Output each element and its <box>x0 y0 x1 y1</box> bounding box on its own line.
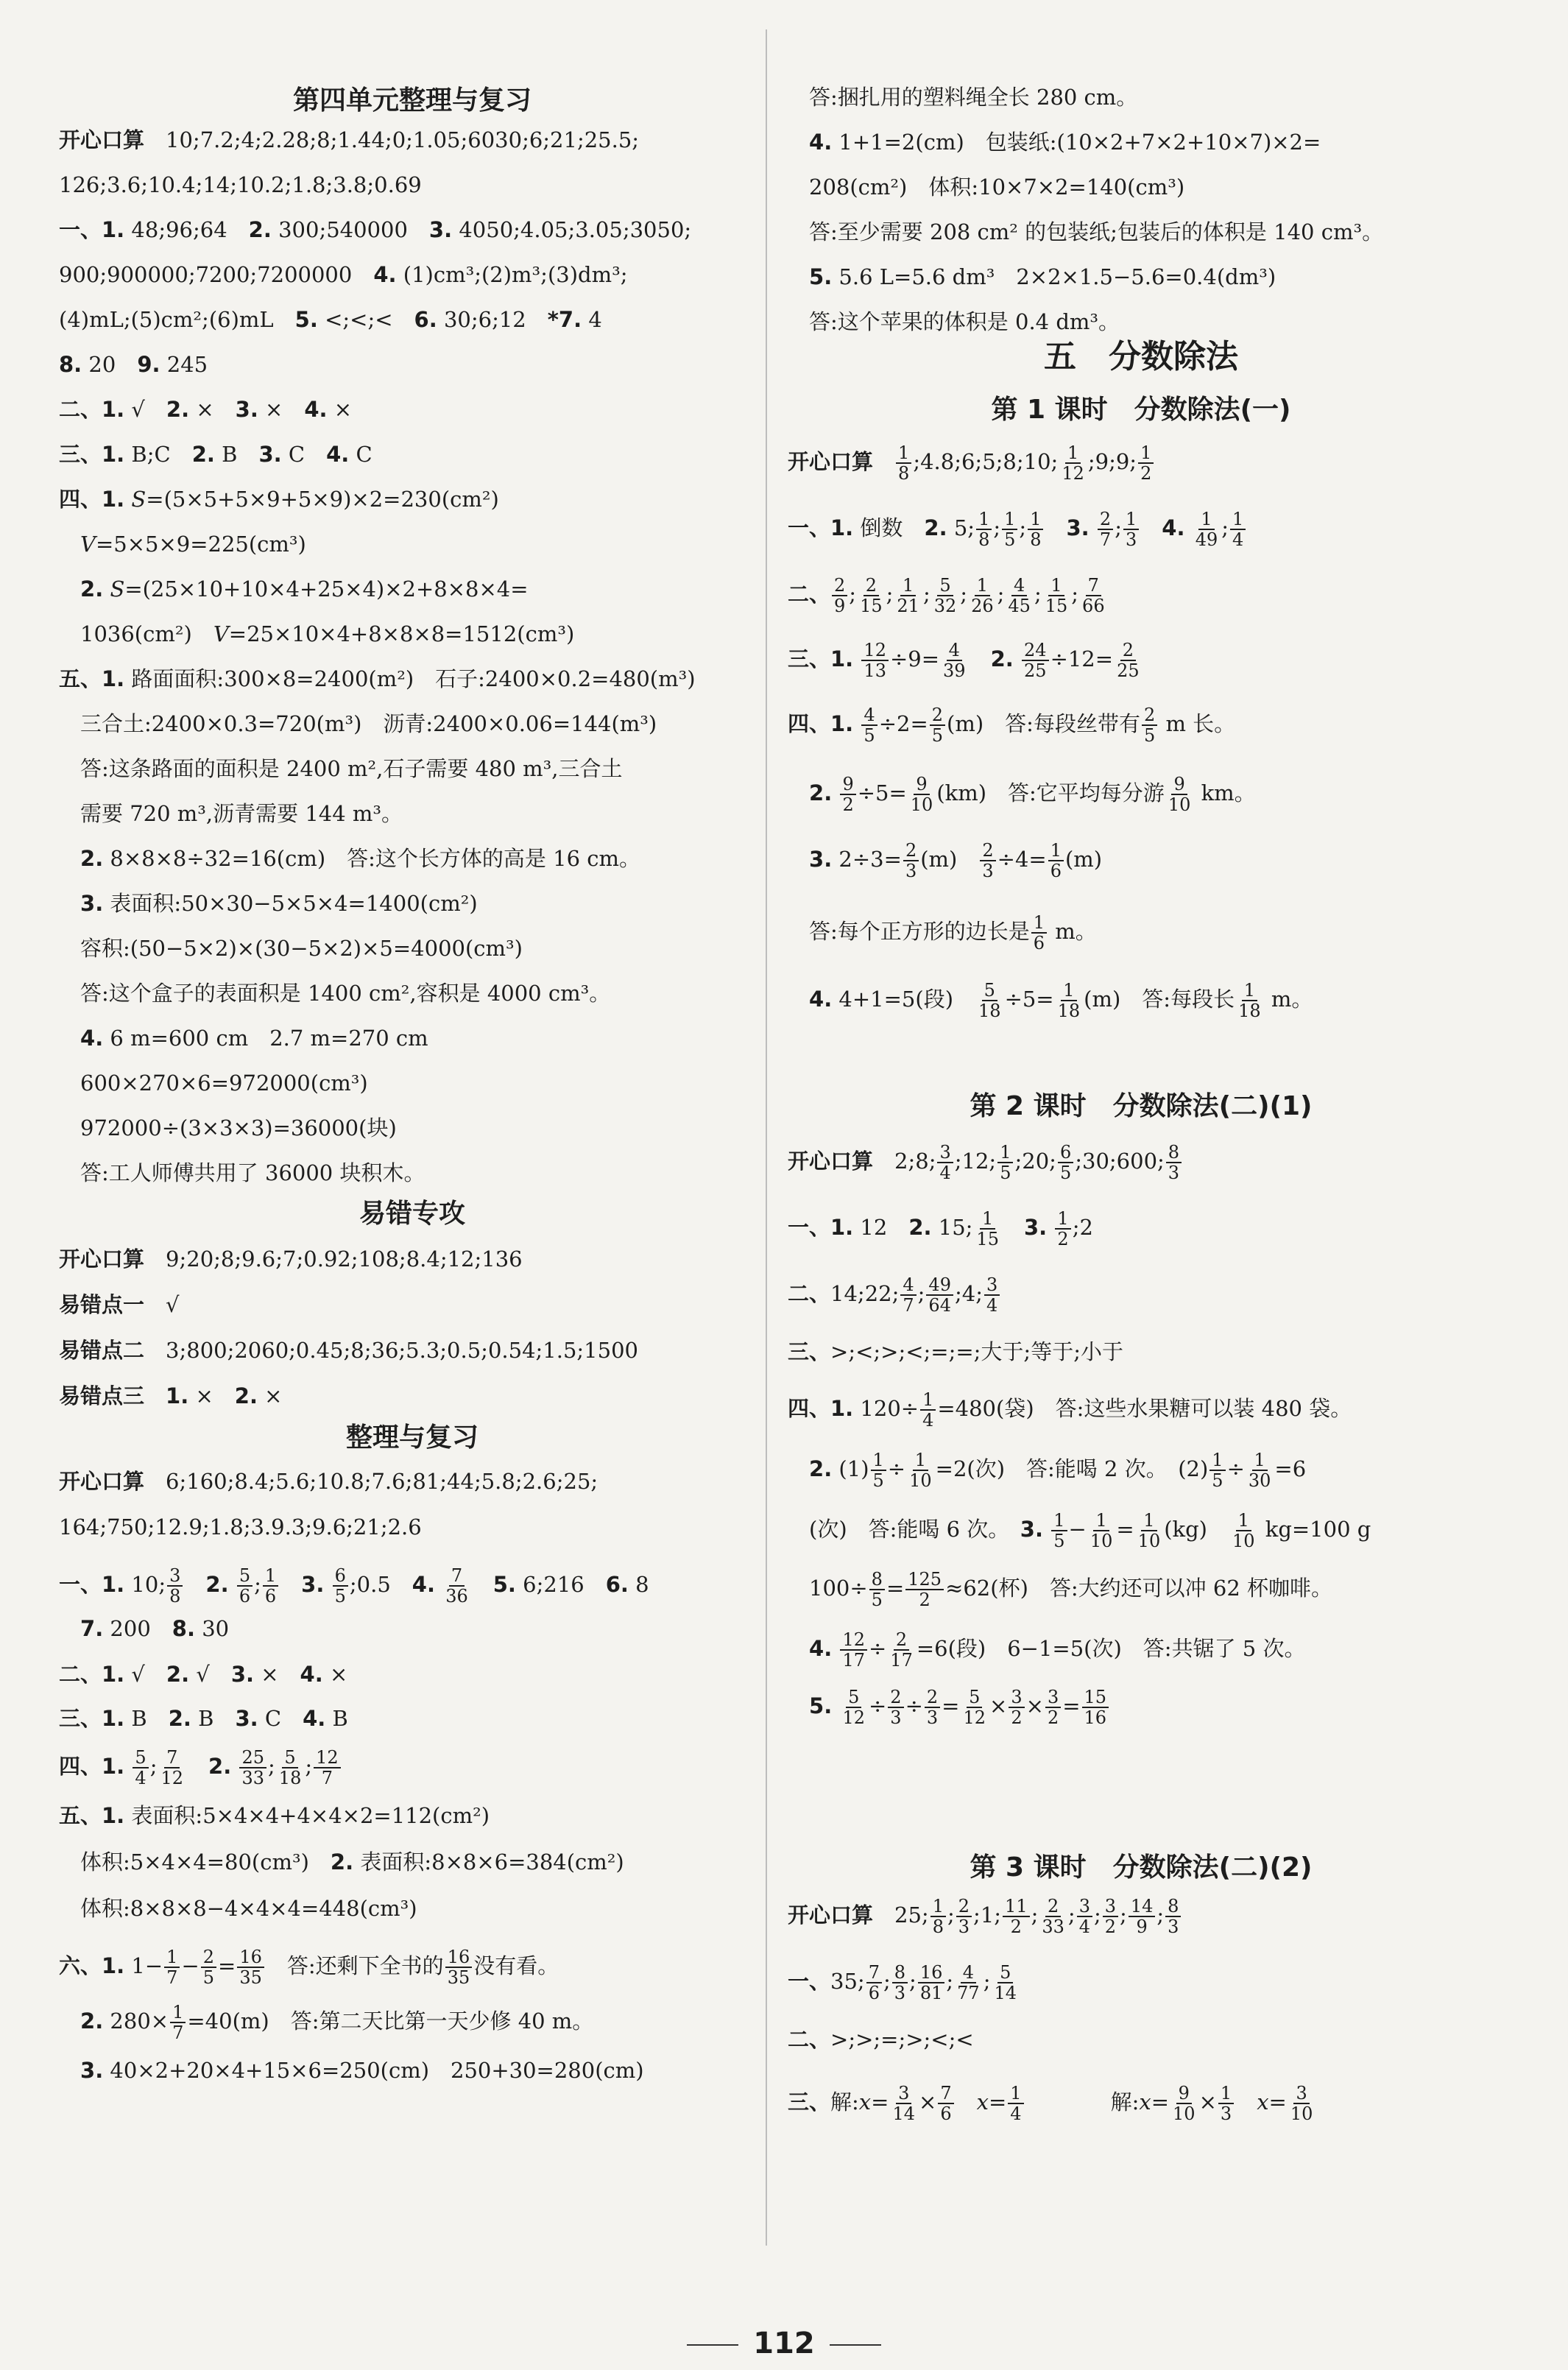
fraction: $\frac{2}{3}$ <box>980 841 995 881</box>
answer-line: 需要 720 m³,沥青需要 144 m³。 <box>59 801 403 826</box>
fraction: $\frac{3}{2}$ <box>1103 1897 1118 1936</box>
answer-line: 126;3.6;10.4;14;10.2;1.8;3.8;0.69 <box>59 172 422 197</box>
fraction: $\frac{49}{64}$ <box>926 1275 953 1315</box>
fraction: $\frac{1}{30}$ <box>1248 1450 1271 1491</box>
fraction: $\frac{1}{5}$ <box>997 1143 1013 1182</box>
fraction: $\frac{1}{10}$ <box>909 1450 932 1491</box>
fraction: $\frac{1}{5}$ <box>871 1450 886 1490</box>
lesson1-title: 第 1 课时 分数除法(一) <box>991 395 1291 425</box>
answer-line: 二、1. √ 2. √ 3. × 4. × <box>59 1662 348 1687</box>
fraction: $\frac{15}{16}$ <box>1082 1687 1109 1727</box>
fraction: $\frac{3}{8}$ <box>167 1566 183 1606</box>
fraction: $\frac{1}{10}$ <box>1232 1510 1255 1551</box>
fraction: $\frac{5}{18}$ <box>278 1747 302 1788</box>
lesson2-title: 第 2 课时 分数除法(二)(1) <box>970 1091 1313 1121</box>
answer-line: 三、1. B;C 2. B 3. C 4. C <box>59 442 372 467</box>
fraction: $\frac{1}{12}$ <box>1062 442 1084 484</box>
fraction: $\frac{6}{5}$ <box>1058 1143 1073 1182</box>
answer-line: 164;750;12.9;1.8;3.9.3;9.6;21;2.6 <box>59 1514 422 1540</box>
fraction: $\frac{1}{8}$ <box>976 509 992 549</box>
answer-line: 三、>;<;>;<;=;=;大于;等于;小于 <box>788 1339 1123 1364</box>
answer-line: 100÷ $\frac{8}{5}$ = $\frac{125}{2}$ ≈62(杯) 答:大约还可以冲 62 杯咖啡。 <box>788 1569 1332 1610</box>
answer-line: 4. 1+1=2(cm) 包装纸:(10×2+7×2+10×7)×2= <box>809 130 1321 155</box>
fraction: $\frac{1}{5}$ <box>1002 509 1017 549</box>
fraction: $\frac{9}{10}$ <box>1173 2083 1196 2124</box>
answer-line: 1036(cm²) V=25×10×4+8×8×8=1512(cm³) <box>59 621 575 646</box>
page-number: 112 <box>753 2327 815 2360</box>
answer-line: 体积:5×4×4=80(cm³) 2. 表面积:8×8×6=384(cm²) <box>59 1849 624 1875</box>
answer-line: 2. S=(25×10+10×4+25×4)×2+8×8×4= <box>80 576 529 602</box>
fraction: $\frac{7}{12}$ <box>160 1747 184 1788</box>
fraction: $\frac{4}{45}$ <box>1008 575 1031 616</box>
fraction: $\frac{16}{35}$ <box>445 1947 473 1987</box>
fraction: $\frac{4}{5}$ <box>861 705 877 745</box>
answer-line: 三、1. B 2. B 3. C 4. B <box>59 1706 348 1731</box>
fraction: $\frac{1}{6}$ <box>1048 841 1064 881</box>
answer-line: 8. 20 9. 245 <box>59 352 208 377</box>
fraction: $\frac{1}{2}$ <box>1138 443 1154 483</box>
answer-line: 答:捆扎用的塑料绳全长 280 cm。 <box>788 85 1138 110</box>
fraction: $\frac{1}{5}$ <box>1209 1450 1225 1490</box>
answer-line: 2. $\frac{9}{2}$ ÷5= $\frac{9}{10}$ (km) 答:它平均每分游 $\frac{9}{10}$ km。 <box>809 774 1256 815</box>
answer-line: 答:工人师傅共用了 36000 块积木。 <box>59 1160 425 1185</box>
fraction: $\frac{2}{7}$ <box>1098 509 1113 549</box>
fraction: $\frac{1}{15}$ <box>1045 575 1068 616</box>
unit5-title: 五 分数除法 <box>1044 338 1238 375</box>
answer-line: V=5×5×9=225(cm³) <box>80 532 306 557</box>
fraction: $\frac{25}{33}$ <box>239 1748 266 1788</box>
fraction: $\frac{14}{9}$ <box>1129 1897 1156 1936</box>
answer-line: 4. $\frac{12}{17}$ ÷ $\frac{2}{17}$ =6(段) 6−1=5(次) 答:共锯了 5 次。 <box>809 1629 1306 1671</box>
answer-line: 五、1. 表面积:5×4×4+4×4×2=112(cm²) <box>59 1803 490 1828</box>
answer-line: 一、1. 48;96;64 2. 300;540000 3. 4050;4.05;3.05;3050; <box>59 217 692 242</box>
fraction: $\frac{2}{5}$ <box>201 1947 216 1987</box>
answer-line: 972000÷(3×3×3)=36000(块) <box>59 1115 397 1140</box>
fraction: $\frac{3}{10}$ <box>1290 2083 1313 2124</box>
fraction: $\frac{24}{25}$ <box>1022 641 1049 680</box>
answer-line: 4. 4+1=5(段) $\frac{5}{18}$ ÷5= $\frac{1}{18}$ (m) 答:每段长 $\frac{1}{18}$ m。 <box>809 980 1313 1021</box>
fraction: $\frac{1}{8}$ <box>1028 509 1043 549</box>
answer-line: 容积:(50−5×2)×(30−5×2)×5=4000(cm³) <box>59 936 523 961</box>
fraction: $\frac{11}{2}$ <box>1003 1897 1030 1936</box>
column-divider <box>766 29 767 2246</box>
fraction: $\frac{5}{6}$ <box>237 1566 252 1606</box>
fraction: $\frac{12}{17}$ <box>840 1630 867 1670</box>
answer-line: 900;900000;7200;7200000 4. (1)cm³;(2)m³;(3)dm³; <box>59 262 628 287</box>
fraction: $\frac{1}{10}$ <box>1090 1510 1113 1551</box>
fraction: $\frac{2}{9}$ <box>832 576 847 616</box>
fraction: $\frac{1}{18}$ <box>1057 980 1081 1021</box>
fraction: $\frac{4}{77}$ <box>957 1962 980 2003</box>
fraction: $\frac{5}{14}$ <box>994 1962 1017 2003</box>
answer-line: 开心口算 9;20;8;9.6;7;0.92;108;8.4;12;136 <box>59 1246 523 1272</box>
fraction: $\frac{9}{10}$ <box>910 774 933 815</box>
answer-line: 一、35; $\frac{7}{6}$ ; $\frac{8}{3}$ ; $\frac{16}{81}$ ; $\frac{4}{77}$ ; $\frac{5}{14}$ <box>788 1963 1020 2003</box>
fraction: $\frac{2}{15}$ <box>860 575 883 616</box>
fraction: $\frac{1}{6}$ <box>263 1566 278 1606</box>
answer-line: 二、14;22; $\frac{4}{7}$ ; $\frac{49}{64}$ ;4; $\frac{3}{4}$ <box>788 1275 1001 1315</box>
fraction: $\frac{1}{8}$ <box>896 443 911 483</box>
fraction: $\frac{1}{3}$ <box>1218 2084 1234 2123</box>
answer-line: 7. 200 8. 30 <box>80 1616 230 1641</box>
answer-line: 三、解:x= $\frac{3}{14}$ × $\frac{7}{6}$ x= $\frac{1}{4}$ 解:x= $\frac{9}{10}$ × $\frac{1}{3}$ x= $\frac{3}{10}$ <box>788 2084 1316 2123</box>
answer-line: 二、1. √ 2. × 3. × 4. × <box>59 397 353 422</box>
fraction: $\frac{12}{7}$ <box>314 1748 341 1788</box>
fraction: $\frac{7}{6}$ <box>866 1963 882 2003</box>
fraction: $\frac{5}{4}$ <box>133 1748 148 1788</box>
fraction: $\frac{1}{4}$ <box>1008 2084 1023 2123</box>
answer-line: 四、1. 120÷ $\frac{1}{4}$ =480(袋) 答:这些水果糖可以装 480 袋。 <box>788 1389 1352 1431</box>
answer-line: 四、1. S=(5×5+5×9+5×9)×2=230(cm²) <box>59 487 499 512</box>
fraction: $\frac{9}{2}$ <box>840 775 855 814</box>
fraction: $\frac{1}{3}$ <box>1123 509 1139 549</box>
answer-line: (次) 答:能喝 6 次。 3. $\frac{1}{5}$ − $\frac{1}{10}$ = $\frac{1}{10}$ (kg) $\frac{1}{10}$ kg=100 g <box>788 1510 1371 1551</box>
answer-line: 答:这个苹果的体积是 0.4 dm³。 <box>788 309 1120 334</box>
fraction: $\frac{8}{3}$ <box>1166 1143 1182 1182</box>
fraction: $\frac{1}{2}$ <box>1055 1209 1070 1249</box>
fraction: $\frac{2}{5}$ <box>930 705 945 745</box>
answer-line: 开心口算 $\frac{1}{8}$ ;4.8;6;5;8;10; $\frac{1}{12}$ ;9;9; $\frac{1}{2}$ <box>788 443 1155 483</box>
error-focus-title: 易错专攻 <box>359 1199 465 1229</box>
answer-line: 二、 $\frac{2}{9}$ ; $\frac{2}{15}$ ; $\frac{1}{21}$ ; $\frac{5}{32}$ ; $\frac{1}{26}$ ; $\frac{4}{45}$ ; $\frac{1}{15}$ ; $\frac{7}{66}$ <box>788 576 1109 616</box>
fraction: $\frac{4}{39}$ <box>943 640 966 681</box>
fraction: $\frac{2}{17}$ <box>890 1629 913 1671</box>
fraction: $\frac{1}{15}$ <box>976 1208 999 1249</box>
fraction: $\frac{3}{4}$ <box>1077 1897 1092 1936</box>
fraction: $\frac{1}{6}$ <box>1031 913 1047 953</box>
answer-line: 一、1. 10; $\frac{3}{8}$ 2. $\frac{5}{6}$ ; $\frac{1}{6}$ 3. $\frac{6}{5}$ ;0.5 4. $\frac{7}{36}$ 5. 6;216 6. 8 <box>59 1565 649 1607</box>
page-number-footer <box>0 2327 1568 2360</box>
fraction: $\frac{8}{3}$ <box>892 1963 908 2003</box>
answer-line: 四、1. $\frac{4}{5}$ ÷2= $\frac{2}{5}$ (m) 答:每段丝带有 $\frac{2}{5}$ m 长。 <box>788 705 1236 746</box>
answer-line: 3. 2÷3= $\frac{2}{3}$ (m) $\frac{2}{3}$ ÷4= $\frac{1}{6}$ (m) <box>809 840 1103 881</box>
fraction: $\frac{1}{26}$ <box>971 575 994 616</box>
fraction: $\frac{1}{21}$ <box>897 575 919 616</box>
answer-line: 4. 6 m=600 cm 2.7 m=270 cm <box>80 1026 428 1051</box>
fraction: $\frac{16}{81}$ <box>918 1963 945 2003</box>
fraction: $\frac{7}{6}$ <box>938 2084 953 2123</box>
answer-line: (4)mL;(5)cm²;(6)mL 5. <;<;< 6. 30;6;12 *7. 4 <box>59 307 602 332</box>
fraction: $\frac{2}{3}$ <box>903 841 919 881</box>
fraction: $\frac{125}{2}$ <box>905 1570 944 1609</box>
fraction: $\frac{2}{25}$ <box>1117 640 1140 681</box>
fraction: $\frac{2}{33}$ <box>1042 1896 1064 1937</box>
answer-line: 答:每个正方形的边长是 $\frac{1}{6}$ m。 <box>788 912 1097 953</box>
answer-line: 四、1. $\frac{5}{4}$ ; $\frac{7}{12}$ 2. $\frac{25}{33}$ ; $\frac{5}{18}$ ; $\frac{12}{7}$ <box>59 1748 342 1788</box>
fraction: $\frac{2}{3}$ <box>888 1687 903 1727</box>
answer-line: 开心口算 2;8; $\frac{3}{4}$ ;12; $\frac{1}{5}$ ;20; $\frac{6}{5}$ ;30;600; $\frac{8}{3}$ <box>788 1143 1183 1182</box>
fraction: $\frac{5}{12}$ <box>963 1687 986 1728</box>
answer-line: 六、1. 1− $\frac{1}{7}$ − $\frac{2}{5}$ = $\frac{16}{35}$ 答:还剩下全书的 $\frac{16}{35}$ 没有看。 <box>59 1947 559 1988</box>
answer-line: 2. 280× $\frac{1}{7}$ =40(m) 答:第二天比第一天少修 40 m。 <box>80 2002 594 2043</box>
fraction: $\frac{1}{7}$ <box>164 1947 180 1987</box>
fraction: $\frac{12}{13}$ <box>861 641 889 680</box>
answer-line: 一、1. 倒数 2. 5; $\frac{1}{8}$ ; $\frac{1}{5}$ ; $\frac{1}{8}$ 3. $\frac{2}{7}$ ; $\frac{1}{3}$ 4. $\frac{1}{49}$ ; $\frac{1}{4}$ <box>788 509 1247 549</box>
fraction: $\frac{1}{49}$ <box>1195 509 1218 550</box>
fraction: $\frac{5}{32}$ <box>933 575 957 616</box>
answer-line: 5. 5.6 L=5.6 dm³ 2×2×1.5−5.6=0.4(dm³) <box>809 264 1276 289</box>
fraction: $\frac{2}{5}$ <box>1142 705 1157 745</box>
fraction: $\frac{3}{4}$ <box>937 1143 953 1182</box>
fraction: $\frac{7}{36}$ <box>445 1565 468 1607</box>
lesson3-title: 第 3 课时 分数除法(二)(2) <box>970 1852 1313 1883</box>
answer-line: 2. (1) $\frac{1}{5}$ ÷ $\frac{1}{10}$ =2(次) 答:能喝 2 次。 (2) $\frac{1}{5}$ ÷ $\frac{1}{30}$ =6 <box>809 1450 1307 1491</box>
answer-line: 三、1. $\frac{12}{13}$ ÷9= $\frac{4}{39}$ 2. $\frac{24}{25}$ ÷12= $\frac{2}{25}$ <box>788 641 1143 680</box>
fraction: $\frac{4}{7}$ <box>900 1275 916 1315</box>
fraction: $\frac{6}{5}$ <box>333 1566 348 1606</box>
answer-line: 开心口算 10;7.2;4;2.28;8;1.44;0;1.05;6030;6;21;25.5; <box>59 127 640 152</box>
answer-line: 3. 40×2+20×4+15×6=250(cm) 250+30=280(cm) <box>80 2058 644 2083</box>
fraction: $\frac{1}{5}$ <box>1051 1511 1067 1551</box>
fraction: $\frac{5}{12}$ <box>842 1687 865 1728</box>
answer-line: 三合土:2400×0.3=720(m³) 沥青:2400×0.06=144(m³) <box>59 711 657 736</box>
fraction: $\frac{3}{14}$ <box>892 2083 916 2124</box>
fraction: $\frac{3}{4}$ <box>984 1275 1000 1315</box>
answer-line: 体积:8×8×8−4×4×4=448(cm³) <box>59 1896 417 1921</box>
answer-line: 易错点一 √ <box>59 1292 180 1317</box>
answer-line: 五、1. 路面面积:300×8=2400(m²) 石子:2400×0.2=480(m³) <box>59 666 696 691</box>
fraction: $\frac{8}{5}$ <box>869 1570 885 1609</box>
fraction: $\frac{16}{35}$ <box>237 1947 264 1987</box>
answer-line: 易错点二 3;800;2060;0.45;8;36;5.3;0.5;0.54;1.5;1500 <box>59 1338 638 1363</box>
answer-line: 208(cm²) 体积:10×7×2=140(cm³) <box>788 174 1185 200</box>
fraction: $\frac{1}{8}$ <box>930 1897 946 1936</box>
answer-line: 易错点三 1. × 2. × <box>59 1383 283 1408</box>
unit4-review-title: 第四单元整理与复习 <box>292 85 532 116</box>
fraction: $\frac{2}{3}$ <box>925 1687 940 1727</box>
answer-line: 2. 8×8×8÷32=16(cm) 答:这个长方体的高是 16 cm。 <box>80 846 641 871</box>
answer-line: 5. $\frac{5}{12}$ ÷ $\frac{2}{3}$ ÷ $\frac{2}{3}$ = $\frac{5}{12}$ × $\frac{3}{2}$ × $\frac{3}{2}$ = $\frac{15}{16}$ <box>788 1687 1110 1727</box>
fraction: $\frac{1}{18}$ <box>1238 980 1261 1021</box>
review-title: 整理与复习 <box>345 1422 478 1453</box>
answer-line: 3. 表面积:50×30−5×5×4=1400(cm²) <box>80 891 478 916</box>
fraction: $\frac{1}{7}$ <box>170 2003 186 2042</box>
fraction: $\frac{2}{3}$ <box>956 1897 972 1936</box>
answer-line: 开心口算 6;160;8.4;5.6;10.8;7.6;81;44;5.8;2.6;25; <box>59 1469 598 1494</box>
fraction: $\frac{3}{2}$ <box>1045 1687 1061 1727</box>
fraction: $\frac{5}{18}$ <box>978 980 1001 1021</box>
answer-line: 答:这个盒子的表面积是 1400 cm²,容积是 4000 cm³。 <box>59 981 611 1006</box>
answer-line: 600×270×6=972000(cm³) <box>59 1071 368 1096</box>
answer-line: 二、>;>;=;>;<;< <box>788 2027 974 2052</box>
fraction: $\frac{9}{10}$ <box>1168 774 1191 815</box>
answer-line: 答:这条路面的面积是 2400 m²,石子需要 480 m³,三合土 <box>59 756 623 781</box>
fraction: $\frac{1}{4}$ <box>920 1390 936 1430</box>
fraction: $\frac{1}{4}$ <box>1230 509 1246 549</box>
answer-line: 一、1. 12 2. 15; $\frac{1}{15}$ 3. $\frac{1}{2}$ ;2 <box>788 1208 1093 1249</box>
fraction: $\frac{3}{2}$ <box>1009 1687 1024 1727</box>
answer-line: 开心口算 25; $\frac{1}{8}$ ; $\frac{2}{3}$ ;1; $\frac{11}{2}$ ; $\frac{2}{33}$ ; $\frac{3}{4}$ ; $\frac{3}{2}$ ; $\frac{14}{9}$ ; $\frac{8}{3}$ <box>788 1897 1182 1936</box>
answer-line: 答:至少需要 208 cm² 的包装纸;包装后的体积是 140 cm³。 <box>788 219 1384 244</box>
fraction: $\frac{1}{10}$ <box>1137 1510 1161 1551</box>
fraction: $\frac{7}{66}$ <box>1082 575 1105 616</box>
fraction: $\frac{8}{3}$ <box>1165 1897 1181 1936</box>
